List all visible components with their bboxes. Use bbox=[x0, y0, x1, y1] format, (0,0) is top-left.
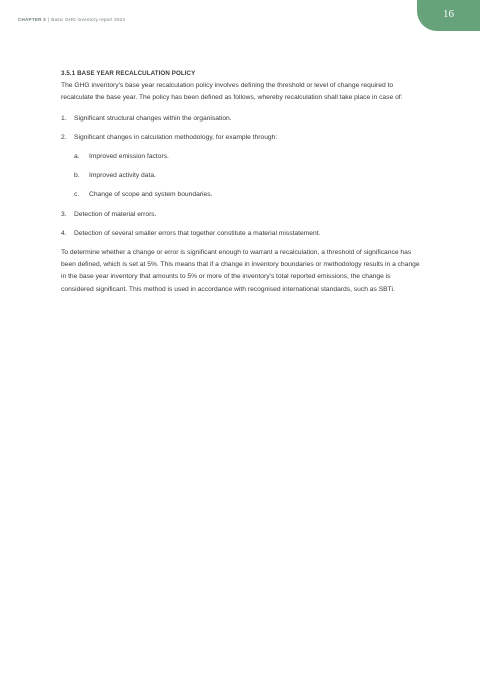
sub-list-text: Improved activity data. bbox=[89, 172, 156, 180]
page-number: 16 bbox=[443, 8, 454, 20]
chapter-label: CHAPTER 3 bbox=[18, 17, 46, 22]
list-text: Significant changes in calculation methodology, for example through: bbox=[74, 133, 278, 141]
sub-list-text: Improved emission factors. bbox=[89, 153, 169, 161]
list-item bbox=[61, 209, 424, 221]
sub-list-letter: c. bbox=[74, 191, 80, 199]
header-separator: | bbox=[47, 17, 50, 22]
sub-list-item bbox=[74, 189, 424, 201]
list-item bbox=[61, 132, 424, 144]
list-item bbox=[61, 113, 424, 125]
sub-list-letter: a. bbox=[74, 153, 80, 161]
list-text: Significant structural changes within the organisation. bbox=[74, 114, 232, 122]
report-subtitle: Basic GHG inventory report 2024 bbox=[51, 17, 126, 22]
intro-paragraph: The GHG inventory's base year recalculation policy involves defining the threshold or level of change required to recalculate the base year. The policy has been defined as follows, whereby recalculation shall take place in case of: bbox=[61, 82, 403, 102]
list-number: 4. bbox=[61, 229, 67, 237]
list-number: 3. bbox=[61, 210, 67, 218]
sub-list-item bbox=[74, 151, 424, 163]
sub-list-item bbox=[74, 170, 424, 182]
list-text: Detection of material errors. bbox=[74, 210, 157, 218]
sub-list-letter: b. bbox=[74, 172, 80, 180]
closing-paragraph: To determine whether a change or error is significant enough to warrant a recalculation, a threshold of significance has been defined, which is set at 5%. This means that if a change in inventory boundaries or methodology results in a change in the base year inventory that amounts to 5% or more of the inventory's total reported emissions, the change is considered significant. This method is used in accordance with recognised international standards, such as SBTi. bbox=[61, 249, 420, 293]
sub-list-text: Change of scope and system boundaries. bbox=[89, 191, 213, 199]
list-item bbox=[61, 228, 424, 240]
section-title: 3.5.1 BASE YEAR RECALCULATION POLICY bbox=[61, 70, 196, 77]
running-header bbox=[18, 17, 125, 22]
list-number: 1. bbox=[61, 114, 67, 122]
list-text: Detection of several smaller errors that together constitute a material misstatement. bbox=[74, 229, 321, 237]
list-number: 2. bbox=[61, 133, 67, 141]
main-content bbox=[61, 68, 424, 296]
